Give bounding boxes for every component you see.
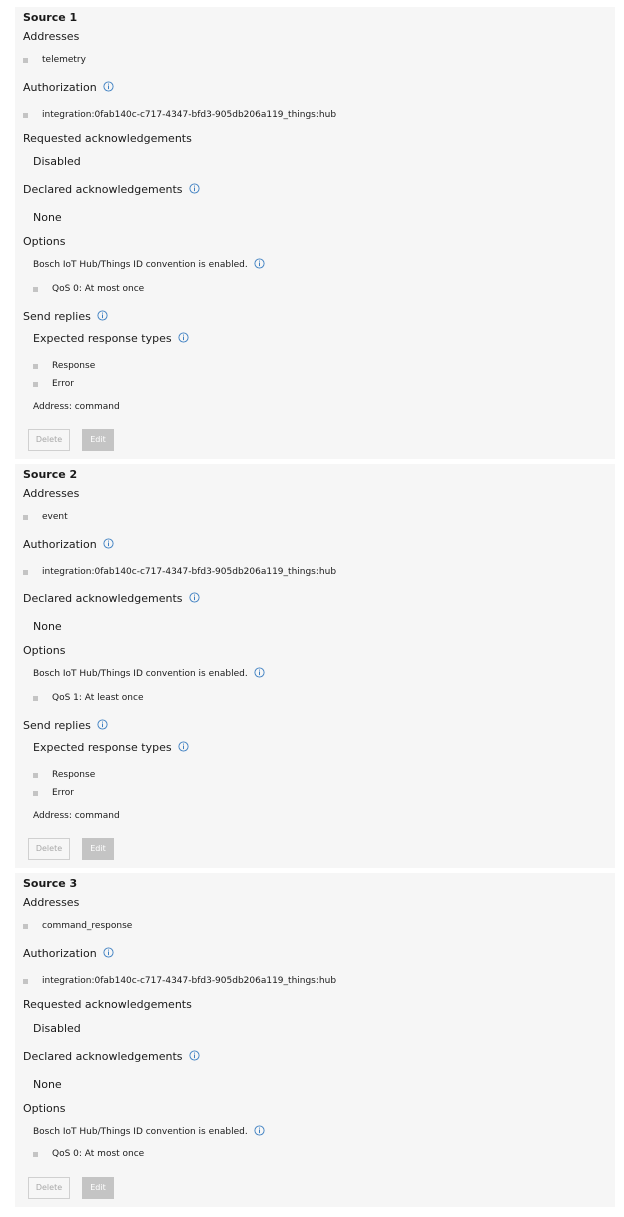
send-replies-label (23, 719, 108, 732)
delete-button[interactable]: Delete (28, 838, 70, 860)
info-icon[interactable] (97, 719, 108, 730)
bullet (33, 1152, 38, 1157)
authorization-value: integration:0fab140c-c717-4347-bfd3-905db206a119_things:hub (42, 110, 337, 120)
info-icon[interactable] (103, 538, 114, 549)
delete-button[interactable]: Delete (28, 1177, 70, 1199)
convention-value: Bosch IoT Hub/Things ID convention is enabled. (33, 260, 248, 270)
bullet (33, 773, 38, 778)
send-replies-label-text: Send replies (23, 310, 91, 323)
info-icon[interactable] (189, 592, 200, 603)
bullet (23, 924, 28, 929)
requested-acks-label: Requested acknowledgements (23, 132, 192, 145)
response-type-item (52, 770, 95, 780)
info-icon[interactable] (254, 667, 265, 678)
declared-acks-value: None (33, 620, 62, 633)
authorization-label (23, 81, 114, 94)
bullet (33, 791, 38, 796)
expected-response-types-label (33, 741, 189, 754)
source-card-3 (15, 873, 615, 1207)
response-type-item (52, 361, 95, 371)
address-item (42, 55, 86, 65)
address-value: command_response (42, 921, 133, 931)
authorization-label (23, 947, 114, 960)
response-type-value: Response (52, 770, 96, 780)
declared-acks-label (23, 183, 200, 196)
authorization-item (42, 976, 336, 986)
edit-button[interactable]: Edit (82, 429, 114, 451)
requested-acks-value: Disabled (33, 155, 81, 168)
bullet (33, 364, 38, 369)
options-label: Options (23, 1102, 66, 1115)
declared-acks-value: None (33, 1078, 62, 1091)
qos-item (52, 693, 144, 703)
address-value: telemetry (42, 55, 86, 65)
info-icon[interactable] (178, 332, 189, 343)
authorization-item (42, 567, 336, 577)
send-replies-label (23, 310, 108, 323)
response-type-item (52, 379, 74, 389)
options-label: Options (23, 644, 66, 657)
info-icon[interactable] (189, 183, 200, 194)
bullet (23, 58, 28, 63)
bullet (23, 515, 28, 520)
authorization-value: integration:0fab140c-c717-4347-bfd3-905db206a119_things:hub (42, 567, 337, 577)
addresses-label: Addresses (23, 487, 80, 500)
declared-acks-label (23, 1050, 200, 1063)
edit-button[interactable]: Edit (82, 838, 114, 860)
response-type-value: Response (52, 361, 96, 371)
info-icon[interactable] (103, 947, 114, 958)
info-icon[interactable] (178, 741, 189, 752)
convention-value: Bosch IoT Hub/Things ID convention is enabled. (33, 1127, 248, 1137)
info-icon[interactable] (254, 258, 265, 269)
convention-text (33, 1127, 265, 1137)
response-type-value: Error (52, 379, 74, 389)
address-item (42, 921, 132, 931)
convention-text (33, 669, 265, 679)
info-icon[interactable] (254, 1125, 265, 1136)
options-label: Options (23, 235, 66, 248)
info-icon[interactable] (103, 81, 114, 92)
expected-response-types-label-text: Expected response types (33, 332, 172, 345)
bullet (33, 287, 38, 292)
authorization-label (23, 538, 114, 551)
declared-acks-label-text: Declared acknowledgements (23, 1050, 183, 1063)
expected-response-types-label (33, 332, 189, 345)
send-replies-label-text: Send replies (23, 719, 91, 732)
addresses-label: Addresses (23, 30, 80, 43)
qos-item (52, 1149, 144, 1159)
edit-button[interactable]: Edit (82, 1177, 114, 1199)
address-value: event (42, 512, 68, 522)
qos-value: QoS 0: At most once (52, 284, 145, 294)
source-card-2 (15, 464, 615, 868)
expected-response-types-label-text: Expected response types (33, 741, 172, 754)
authorization-item (42, 110, 336, 120)
source-title: Source 1 (23, 11, 78, 24)
authorization-label-text: Authorization (23, 947, 97, 960)
delete-button[interactable]: Delete (28, 429, 70, 451)
bullet (23, 979, 28, 984)
qos-value: QoS 1: At least once (52, 693, 144, 703)
declared-acks-value: None (33, 211, 62, 224)
response-type-value: Error (52, 788, 74, 798)
authorization-label-text: Authorization (23, 538, 97, 551)
qos-value: QoS 0: At most once (52, 1149, 145, 1159)
declared-acks-label-text: Declared acknowledgements (23, 592, 183, 605)
convention-value: Bosch IoT Hub/Things ID convention is enabled. (33, 669, 248, 679)
requested-acks-value: Disabled (33, 1022, 81, 1035)
declared-acks-label (23, 592, 200, 605)
source-title: Source 2 (23, 468, 78, 481)
bullet (33, 382, 38, 387)
source-title: Source 3 (23, 877, 78, 890)
source-card-1 (15, 7, 615, 459)
authorization-label-text: Authorization (23, 81, 97, 94)
bullet (23, 113, 28, 118)
reply-address: Address: command (33, 402, 120, 412)
authorization-value: integration:0fab140c-c717-4347-bfd3-905db206a119_things:hub (42, 976, 337, 986)
requested-acks-label: Requested acknowledgements (23, 998, 192, 1011)
info-icon[interactable] (97, 310, 108, 321)
address-item (42, 512, 68, 522)
reply-address: Address: command (33, 811, 120, 821)
bullet (33, 696, 38, 701)
bullet (23, 570, 28, 575)
addresses-label: Addresses (23, 896, 80, 909)
info-icon[interactable] (189, 1050, 200, 1061)
convention-text (33, 260, 265, 270)
response-type-item (52, 788, 74, 798)
qos-item (52, 284, 144, 294)
declared-acks-label-text: Declared acknowledgements (23, 183, 183, 196)
